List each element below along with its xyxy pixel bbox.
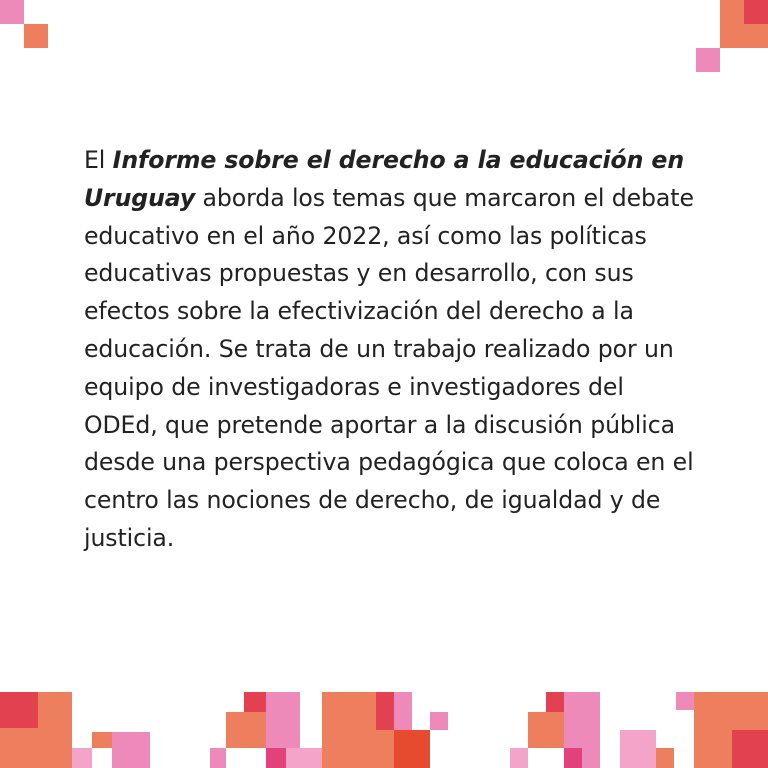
pixel-block: [394, 730, 430, 768]
pixel-block: [564, 748, 582, 768]
pixel-block: [72, 748, 92, 768]
report-title: Informe sobre el derecho a la educación en Uruguay: [84, 146, 685, 212]
pixel-block: [528, 712, 564, 748]
pixel-block: [322, 692, 376, 768]
pixel-block: [376, 692, 394, 730]
intro-paragraph: [84, 142, 704, 558]
pixel-block: [266, 748, 286, 768]
pixel-block: [676, 692, 694, 710]
pixel-block: [244, 692, 266, 712]
pixel-block: [430, 712, 448, 730]
pixel-block: [286, 748, 322, 768]
pixel-block: [0, 0, 24, 24]
pixel-block: [744, 0, 768, 24]
pixel-block: [112, 732, 150, 768]
pixel-block: [656, 748, 674, 768]
pixel-block: [546, 692, 564, 712]
pixel-block: [24, 24, 48, 48]
pixel-block: [394, 692, 412, 730]
paragraph-lead: El: [84, 146, 113, 174]
pixel-block: [266, 692, 300, 748]
paragraph-body: aborda los temas que marcaron el debate educativo en el año 2022, así como las políticas educativas propuestas y en desarrollo, con sus efectos sobre la efectivización del derecho a la educación. Se trata de un trabajo realizado por un equipo de investigadoras e investigadores del ODEd, que pretende aportar a la discusión pública desde una perspectiva pedagógica que coloca en el centro las nociones de derecho, de igualdad y de justicia.: [84, 183, 694, 552]
pixel-block: [92, 732, 112, 748]
pixel-block: [376, 730, 394, 768]
pixel-block: [210, 748, 226, 768]
pixel-block: [510, 748, 528, 768]
pixel-block: [0, 692, 38, 728]
pixel-block: [696, 48, 720, 72]
pixel-block: [732, 730, 768, 768]
pixel-block: [620, 730, 656, 768]
pixel-block: [226, 712, 266, 748]
